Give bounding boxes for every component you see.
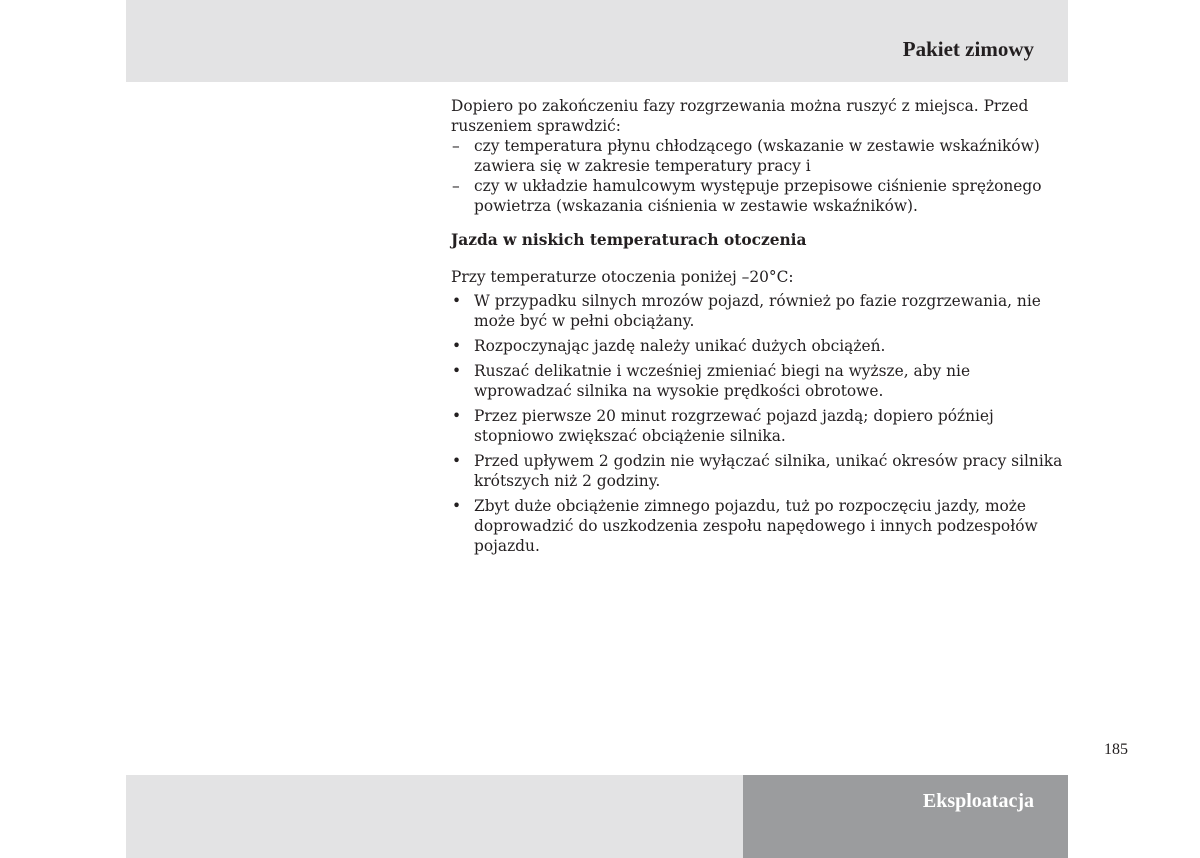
check-list-item [451,176,1068,216]
bullet-marker: • [452,362,462,380]
bullet-item [451,496,1068,556]
bullet-marker: • [452,452,462,470]
bullet-item [451,336,1068,356]
bullet-marker: • [452,497,462,515]
temperature-condition: Przy temperaturze otoczenia poniżej –20°C: [451,268,794,286]
dash-marker: – [452,137,460,155]
page-title: Pakiet zimowy [902,37,1034,61]
main-content [451,96,1068,561]
header-band [126,0,1068,82]
check-list-text: czy temperatura płynu chłodzącego (wskazanie w zestawie wskaźników) zawiera się w zakresie temperatury pracy i [474,137,1040,175]
footer-band [126,775,743,858]
bullet-text: Ruszać delikatnie i wcześniej zmieniać biegi na wyższe, aby nie wprowadzać silnika na wysokie prędkości obrotowe. [474,362,971,400]
bullet-item [451,291,1068,331]
check-list [451,136,1068,216]
check-list-text: czy w układzie hamulcowym występuje przepisowe ciśnienie sprężonego powietrza (wskazania ciśnienia w zestawie wskaźników). [474,177,1042,215]
dash-marker: – [452,177,460,195]
section-tab-label: Eksploatacja [922,790,1034,812]
section-tab [743,775,1068,858]
section-heading: Jazda w niskich temperaturach otoczenia [451,231,807,249]
page-number: 185 [1104,741,1128,758]
bullet-text: Przez pierwsze 20 minut rozgrzewać pojazd jazdą; dopiero później stopniowo zwiększać obciążenie silnika. [474,407,994,445]
bullet-text: Rozpoczynając jazdę należy unikać dużych obciążeń. [474,337,886,355]
bullet-marker: • [452,292,462,310]
bullet-text: W przypadku silnych mrozów pojazd, również po fazie rozgrzewania, nie może być w pełni obciążany. [474,292,1041,330]
bullet-marker: • [452,337,462,355]
bullet-marker: • [452,407,462,425]
bullet-item [451,361,1068,401]
intro-paragraph: Dopiero po zakończeniu fazy rozgrzewania można ruszyć z miejsca. Przed ruszeniem sprawdzić: [451,97,1029,135]
bullet-item [451,451,1068,491]
bullet-list [451,291,1068,556]
check-list-item [451,136,1068,176]
bullet-item [451,406,1068,446]
bullet-text: Zbyt duże obciążenie zimnego pojazdu, tuż po rozpoczęciu jazdy, może doprowadzić do uszkodzenia zespołu napędowego i innych podzespołów pojazdu. [474,497,1038,555]
bullet-text: Przed upływem 2 godzin nie wyłączać silnika, unikać okresów pracy silnika krótszych niż 2 godziny. [474,452,1063,490]
